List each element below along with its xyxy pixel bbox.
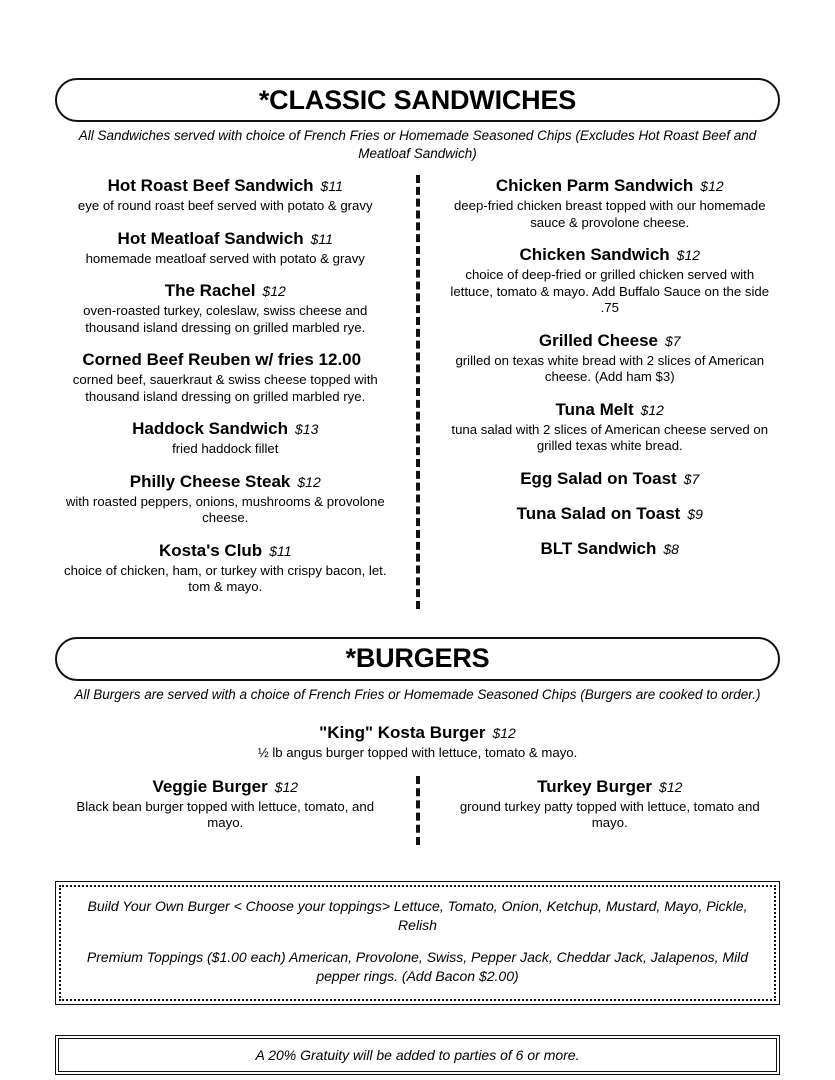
menu-item[interactable] [55,418,396,458]
menu-item-price: $12 [640,401,664,418]
menu-item-head [55,722,780,744]
menu-item-name: Hot Meatloaf Sandwich [117,228,304,248]
menu-item-description: tuna salad with 2 slices of American cheese served on grilled texas white bread. [451,421,769,454]
menu-item[interactable] [440,399,781,455]
menu-item-description: homemade meatloaf served with potato & gravy [85,250,365,266]
gratuity-text: A 20% Gratuity will be added to parties of 6 or more. [255,1047,580,1064]
menu-item-description: eye of round roast beef served with potato & gravy [77,198,373,214]
section-header-burgers [55,637,780,681]
menu-item-name: Egg Salad on Toast [520,468,677,488]
menu-item[interactable] [55,540,396,596]
menu-item-name: "King" Kosta Burger [319,723,486,743]
menu-item-head [440,538,781,560]
menu-item-name: Turkey Burger [537,776,653,796]
menu-item-price: $8 [663,540,679,557]
menu-item-price: $12 [659,778,683,795]
menu-item-name: Haddock Sandwich [132,419,288,439]
toppings-premium-line: Premium Toppings ($1.00 each) American, Provolone, Swiss, Pepper Jack, Cheddar Jack, Jalapenos, Mild pepper rings. (Add Bacon $2.00) [86,948,749,985]
menu-item-name: Grilled Cheese [538,330,658,350]
menu-item[interactable] [440,776,781,832]
menu-item-head [440,399,781,421]
menu-item-description: choice of deep-fried or grilled chicken served with lettuce, tomato & mayo. Add Buffalo Sauce on the side .75 [450,267,770,316]
menu-item-price: $12 [274,778,299,795]
menu-item-description: grilled on texas white bread with 2 slices of American cheese. (Add ham $3) [455,352,765,385]
burger-column-right [418,776,781,845]
menu-item-price: $13 [295,421,319,438]
sandwich-column-left [55,175,418,609]
menu-item-price: $11 [310,230,333,247]
menu-item-description: deep-fried chicken breast topped with our homemade sauce & provolone cheese. [453,198,766,230]
menu-item-name: Philly Cheese Steak [129,471,291,491]
menu-item-head [55,228,396,250]
section-note: All Sandwiches served with choice of French Fries or Homemade Seasoned Chips (Excludes Hot Roast Beef and Meatloaf Sandwich) [78,128,757,162]
burger-columns [55,776,780,845]
menu-item-head [55,776,396,798]
menu-item[interactable] [55,228,396,268]
toppings-standard-line: Build Your Own Burger < Choose your toppings> Lettuce, Tomato, Onion, Ketchup, Mustard, Mayo, Pickle, Relish [87,897,748,934]
menu-item-description: fried haddock fillet [172,441,279,457]
menu-item-description: corned beef, sauerkraut & swiss cheese topped with thousand island dressing on grilled marbled rye. [72,372,378,404]
build-your-own-burger-box [55,881,780,1005]
menu-item-head [440,468,781,490]
menu-item-head [440,776,781,798]
section-burgers [55,637,780,845]
menu-item-head [55,418,396,440]
menu-item-description: oven-roasted turkey, coleslaw, swiss cheese and thousand island dressing on grilled marbled rye. [83,303,368,335]
menu-item-head [440,175,781,197]
menu-item[interactable] [440,330,781,386]
menu-item-name: The Rachel [164,281,256,301]
menu-item-price: $12 [492,725,516,742]
menu-item-head [55,349,396,371]
menu-item-price: $7 [683,470,700,487]
menu-item[interactable] [440,538,781,560]
menu-item-name: BLT Sandwich [540,538,657,558]
section-title: *CLASSIC SANDWICHES [258,84,577,115]
menu-item-head [440,244,781,266]
section-title: *BURGERS [345,643,490,674]
menu-item-price: $11 [320,178,343,195]
section-classic-sandwiches [55,78,780,609]
menu-item[interactable] [55,280,396,336]
menu-item-name: Chicken Parm Sandwich [495,176,694,196]
menu-item-name: Tuna Salad on Toast [516,503,681,523]
menu-item-price: $12 [262,283,286,300]
menu-item-description: Black bean burger topped with lettuce, tomato, and mayo. [76,798,375,831]
menu-item-head [55,175,396,197]
menu-item-price: $7 [664,332,681,349]
menu-item-description: choice of chicken, ham, or turkey with crispy bacon, let. tom & mayo. [63,562,387,595]
menu-item-price: $12 [676,247,701,264]
menu-item[interactable] [440,503,781,525]
menu-item-price: $11 [269,542,292,559]
menu-item[interactable] [55,471,396,527]
menu-item-head [55,280,396,302]
section-header-classic-sandwiches [55,78,780,122]
gratuity-box [55,1035,780,1075]
sandwich-columns [55,175,780,609]
column-divider [416,776,420,845]
menu-item-name: Hot Roast Beef Sandwich [107,176,314,196]
menu-item-price: $12 [700,178,724,195]
menu-item-head [55,540,396,562]
menu-item-price: $9 [687,505,703,522]
menu-item-name: Chicken Sandwich [519,245,670,265]
menu-item-description: ground turkey patty topped with lettuce, tomato and mayo. [459,798,760,831]
sandwich-column-right [418,175,781,609]
menu-item-name: Tuna Melt [555,399,634,419]
menu-item-description: ½ lb angus burger topped with lettuce, tomato & mayo. [257,745,578,761]
menu-item[interactable] [440,244,781,317]
menu-item-name: Corned Beef Reuben w/ fries 12.00 [82,350,362,370]
menu-item-head [55,471,396,493]
menu-item-name: Veggie Burger [152,776,268,796]
menu-item[interactable] [55,175,396,215]
menu-item[interactable] [55,776,396,832]
top-spacer [55,0,780,78]
gratuity-box-inner [58,1038,777,1072]
column-divider [416,175,420,609]
build-your-own-burger-inner [59,885,776,1001]
menu-item-name: Kosta's Club [158,540,263,560]
menu-item[interactable] [55,349,396,405]
menu-item-featured[interactable] [55,722,780,762]
section-note: All Burgers are served with a choice of French Fries or Homemade Seasoned Chips (Burgers are cooked to order.) [74,686,761,702]
menu-item[interactable] [440,468,781,490]
menu-item[interactable] [440,175,781,231]
menu-item-head [440,503,781,525]
burger-column-left [55,776,418,845]
menu-item-price: $12 [297,473,321,490]
menu-item-head [440,330,781,352]
menu-item-description: with roasted peppers, onions, mushrooms & provolone cheese. [65,493,385,526]
